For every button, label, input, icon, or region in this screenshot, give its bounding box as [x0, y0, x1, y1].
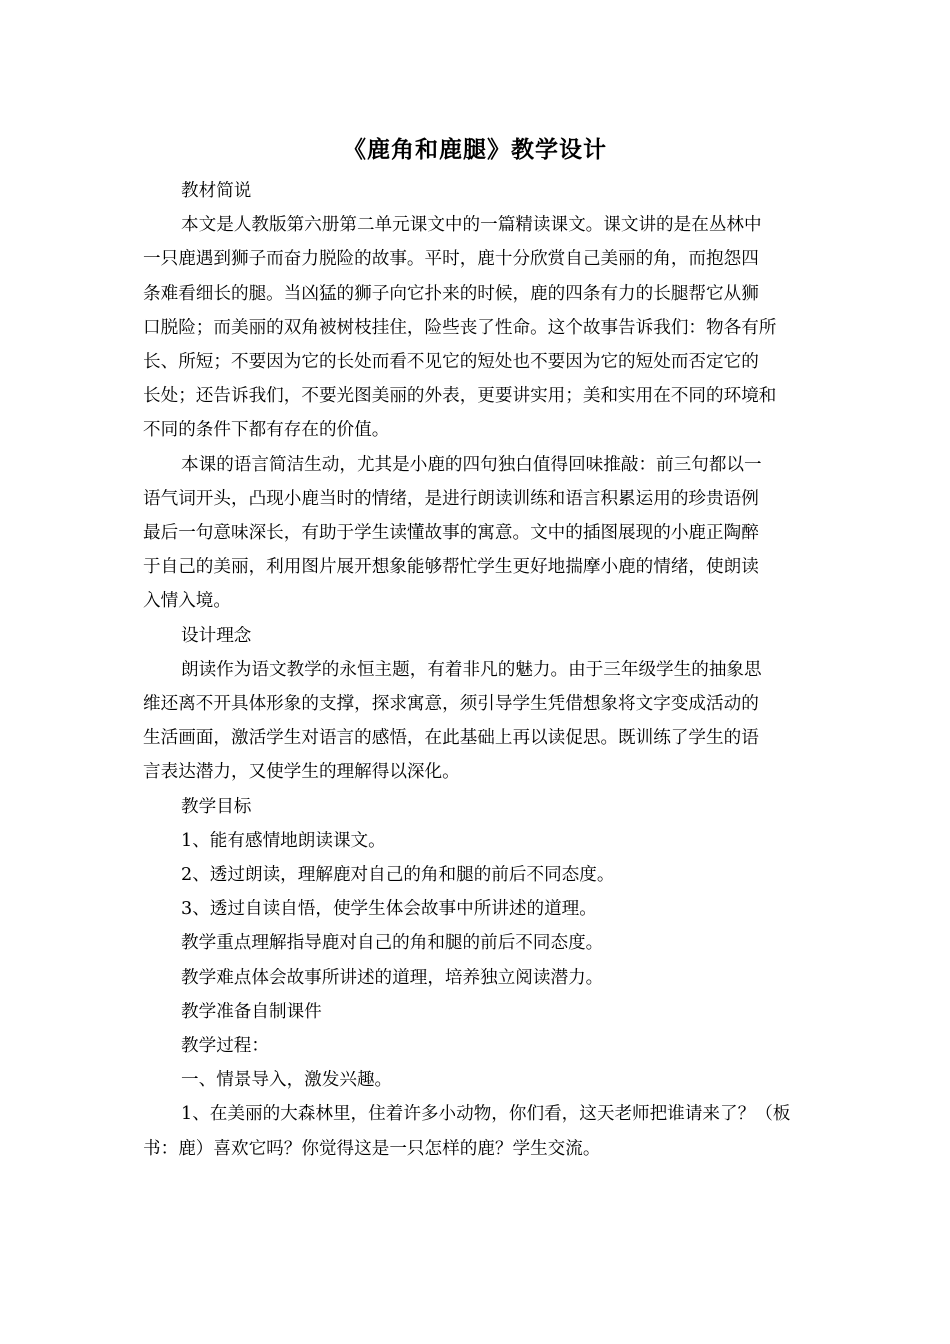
text-line: 教学难点体会故事所讲述的道理，培养独立阅读潜力。 — [181, 967, 604, 988]
text-line: 口脱险；而美丽的双角被树枝挂住，险些丧了性命。这个故事告诉我们：物各有所 — [143, 317, 777, 338]
text-line: 教学过程： — [181, 1036, 269, 1057]
text-line: 言表达潜力，又使学生的理解得以深化。 — [143, 762, 460, 783]
text-line: 一只鹿遇到狮子而奋力脱险的故事。平时，鹿十分欣赏自己美丽的角，而抱怨四 — [143, 249, 759, 270]
text-line: 教学重点理解指导鹿对自己的角和腿的前后不同态度。 — [181, 933, 604, 954]
document-page — [143, 130, 807, 1166]
text-line: 不同的条件下都有存在的价值。 — [143, 420, 390, 441]
text-line: 生活画面，激活学生对语言的感悟，在此基础上再以读促思。既训练了学生的语 — [143, 728, 759, 749]
text-line: 书：鹿）喜欢它吗？你觉得这是一只怎样的鹿？学生交流。 — [143, 1138, 601, 1159]
text-line: 1、能有感情地朗读课文。 — [181, 830, 386, 851]
text-line: 教材简说 — [181, 181, 252, 201]
document-body — [143, 174, 807, 1166]
text-line: 最后一句意味深长，有助于学生读懂故事的寓意。文中的插图展现的小鹿正陶醉 — [143, 523, 759, 544]
text-line: 本文是人教版第六册第二单元课文中的一篇精读课文。课文讲的是在丛林中 — [181, 215, 762, 236]
text-line: 设计理念 — [181, 625, 252, 646]
text-line: 于自己的美丽，利用图片展开想象能够帮忙学生更好地揣摩小鹿的情绪，使朗读 — [143, 557, 759, 578]
text-line: 教学目标 — [181, 796, 252, 817]
text-line: 朗读作为语文教学的永恒主题，有着非凡的魅力。由于三年级学生的抽象思 — [181, 659, 762, 680]
text-line: 1、在美丽的大森林里，住着许多小动物，你们看，这天老师把谁请来了？（板 — [181, 1104, 791, 1125]
text-line: 长、所短；不要因为它的长处而看不见它的短处也不要因为它的短处而否定它的 — [143, 352, 759, 373]
text-line: 条难看细长的腿。当凶猛的狮子向它扑来的时候，鹿的四条有力的长腿帮它从狮 — [143, 283, 759, 304]
text-line: 长处；还告诉我们，不要光图美丽的外表，更要讲实用；美和实用在不同的环境和 — [143, 386, 777, 407]
text-line: 3、透过自读自悟，使学生体会故事中所讲述的道理。 — [181, 899, 597, 920]
text-line: 入情入境。 — [143, 591, 231, 612]
text-line: 本课的语言简洁生动，尤其是小鹿的四句独白值得回味推敲：前三句都以一 — [181, 454, 762, 475]
text-line: 语气词开头，凸现小鹿当时的情绪，是进行朗读训练和语言积累运用的珍贵语例 — [143, 488, 759, 509]
text-line: 教学准备自制课件 — [181, 1001, 322, 1022]
document-title: 《鹿角和鹿腿》教学设计 — [343, 137, 607, 163]
text-line: 维还离不开具体形象的支撑，探求寓意，须引导学生凭借想象将文字变成活动的 — [143, 694, 759, 715]
text-line: 一、情景导入，激发兴趣。 — [181, 1070, 393, 1091]
text-line: 2、透过朗读，理解鹿对自己的角和腿的前后不同态度。 — [181, 865, 615, 886]
